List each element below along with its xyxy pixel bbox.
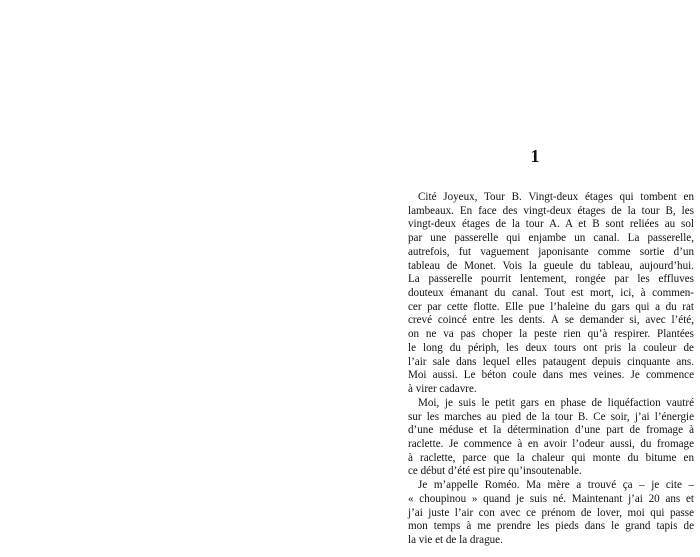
text-line: tableau de Monet. Vois la gueule du tableau, aujourd’hui. (408, 259, 694, 272)
text-line: lambeaux. En face des vingt-deux étages de la tour B, les (408, 204, 694, 217)
text-line: Cité Joyeux, Tour B. Vingt-deux étages qui tombent en (418, 191, 694, 203)
text-line: par une passerelle qui enjambe un canal. La passerelle, (408, 232, 694, 245)
text-line: on ne va pas choper la peste rien qu’à respirer. Plantées (408, 328, 694, 341)
text-line: vingt-deux étages de la tour A. A et B sont reliées au sol (408, 218, 694, 231)
text-line: mon temps à me prendre les pieds dans le grand tapis de (408, 520, 694, 533)
right-page (398, 0, 694, 557)
text-line: raclette. Je commence à en avoir l’odeur aussi, du fromage (408, 437, 694, 450)
text-line: le long du périph, les deux tours ont pris la couleur de (408, 341, 694, 354)
text-line: Je m’appelle Roméo. Ma mère a trouvé ça – je cite – (418, 479, 694, 492)
text-line: Moi, je suis le petit gars en phase de liquéfaction vautré (418, 396, 694, 409)
text-line: ce début d’été est pire qu’insoutenable. (408, 465, 582, 478)
paragraph-1 (398, 191, 694, 397)
paragraph-2 (398, 397, 694, 479)
text-line: crevé coincé entre les dents. À se demander si, avec l’été, (408, 314, 694, 327)
text-line: « choupinou » quand je suis né. Maintenant j’ai 20 ans et (408, 492, 694, 505)
text-line: j’ai juste l’air con avec ce prénom de lover, moi qui passe (408, 506, 694, 519)
text-line: la vie et de la drague. (408, 533, 503, 546)
text-line: d’une méduse et la détermination d’une part de fromage à (408, 424, 694, 437)
text-line: autrefois, fut vaguement japonisante comme sortie d’un (408, 245, 694, 258)
text-line: à raclette, parce que la chaleur qui monte du bitume en (408, 451, 694, 464)
text-line: La passerelle pourrit lentement, rongée par les effluves (408, 273, 694, 286)
text-line: douteux émanant du canal. Tout est mort, ici, à commen- (408, 287, 694, 300)
text-line: cer par cette flotte. Elle pue l’haleine du gars qui a du rat (408, 300, 694, 313)
paragraph-3 (398, 479, 694, 548)
text-line: sur les marches au pied de la tour B. Ce soir, j’ai l’énergie (408, 410, 694, 423)
text-line: Moi aussi. Le béton coule dans mes veines. Je commence (408, 369, 694, 382)
text-line: l’air sale dans lequel elles pataugent depuis cinquante ans. (408, 355, 694, 368)
text-line: à virer cadavre. (408, 383, 477, 396)
chapter-body (398, 191, 694, 548)
chapter-number: 1 (530, 146, 540, 166)
